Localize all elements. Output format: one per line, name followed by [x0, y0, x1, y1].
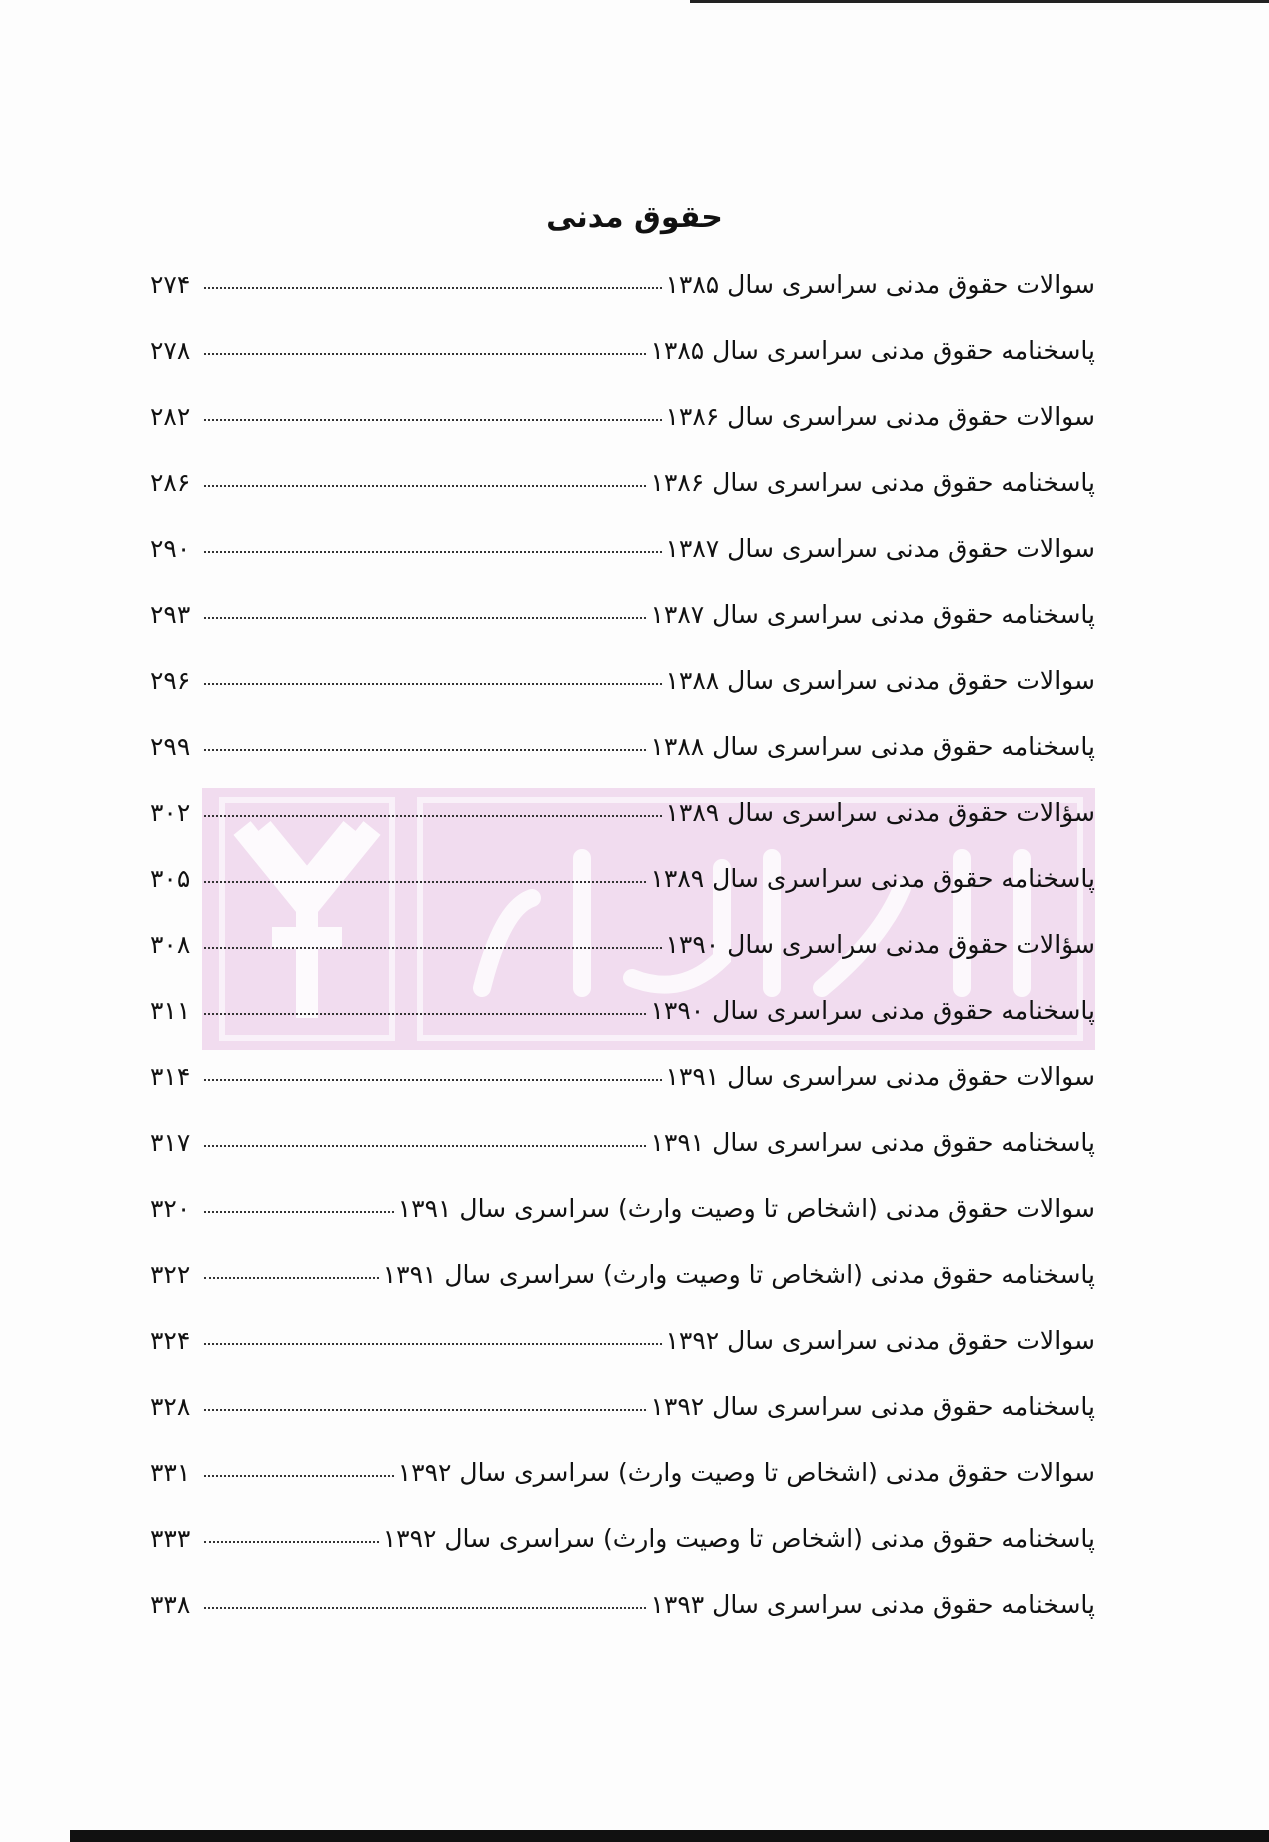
table-of-contents [150, 270, 1095, 1656]
toc-entry-title: پاسخنامه حقوق مدنی سراسری سال ۱۳۹۳ [650, 1590, 1095, 1619]
toc-entry[interactable] [150, 732, 1095, 798]
toc-entry[interactable] [150, 402, 1095, 468]
toc-entry-page-number: ۲۸۶ [150, 468, 191, 497]
dot-leader [204, 1013, 646, 1015]
toc-entry-title: سوالات حقوق مدنی سراسری سال ۱۳۹۲ [665, 1326, 1095, 1355]
dot-leader [204, 881, 646, 883]
toc-entry-page-number: ۳۱۴ [150, 1062, 191, 1091]
toc-entry[interactable] [150, 1128, 1095, 1194]
dot-leader [204, 1475, 394, 1477]
toc-entry-title: پاسخنامه حقوق مدنی سراسری سال ۱۳۸۵ [650, 336, 1095, 365]
page-top-border [690, 0, 1269, 3]
page-title: حقوق مدنی [546, 200, 723, 235]
toc-entry[interactable] [150, 336, 1095, 402]
toc-entry[interactable] [150, 534, 1095, 600]
toc-entry[interactable] [150, 996, 1095, 1062]
toc-entry[interactable] [150, 1194, 1095, 1260]
dot-leader [204, 1277, 379, 1279]
toc-entry[interactable] [150, 1062, 1095, 1128]
toc-entry-title: پاسخنامه حقوق مدنی سراسری سال ۱۳۸۹ [650, 864, 1095, 893]
toc-entry[interactable] [150, 666, 1095, 732]
toc-entry-title: پاسخنامه حقوق مدنی سراسری سال ۱۳۸۶ [650, 468, 1095, 497]
dot-leader [204, 947, 662, 949]
toc-entry-page-number: ۲۸۲ [150, 402, 191, 431]
toc-entry-title: سوالات حقوق مدنی (اشخاص تا وصیت وارث) سراسری سال ۱۳۹۱ [397, 1194, 1095, 1223]
dot-leader [204, 617, 646, 619]
toc-entry[interactable] [150, 270, 1095, 336]
toc-entry-page-number: ۲۹۹ [150, 732, 191, 761]
toc-entry[interactable] [150, 600, 1095, 666]
toc-entry-title: سوالات حقوق مدنی سراسری سال ۱۳۹۱ [665, 1062, 1095, 1091]
toc-entry[interactable] [150, 798, 1095, 864]
toc-entry-title: سوالات حقوق مدنی سراسری سال ۱۳۸۷ [665, 534, 1095, 563]
toc-entry-page-number: ۲۹۶ [150, 666, 191, 695]
toc-entry-page-number: ۳۳۳ [150, 1524, 191, 1553]
toc-entry-page-number: ۳۲۲ [150, 1260, 191, 1289]
dot-leader [204, 551, 662, 553]
dot-leader [204, 815, 662, 817]
dot-leader [204, 1145, 646, 1147]
dot-leader [204, 683, 662, 685]
toc-entry[interactable] [150, 468, 1095, 534]
page-bottom-border [70, 1830, 1269, 1842]
toc-entry-page-number: ۳۱۷ [150, 1128, 191, 1157]
toc-entry-title: پاسخنامه حقوق مدنی سراسری سال ۱۳۹۰ [650, 996, 1095, 1025]
dot-leader [204, 1409, 646, 1411]
toc-entry-page-number: ۳۱۱ [150, 996, 191, 1025]
toc-entry-title: پاسخنامه حقوق مدنی سراسری سال ۱۳۹۱ [650, 1128, 1095, 1157]
dot-leader [204, 419, 662, 421]
dot-leader [204, 287, 662, 289]
toc-entry-page-number: ۳۲۰ [150, 1194, 191, 1223]
toc-entry-title: پاسخنامه حقوق مدنی سراسری سال ۱۳۸۷ [650, 600, 1095, 629]
toc-entry-page-number: ۲۹۳ [150, 600, 191, 629]
toc-entry-page-number: ۲۹۰ [150, 534, 191, 563]
toc-entry-title: سؤالات حقوق مدنی سراسری سال ۱۳۸۹ [665, 798, 1095, 827]
toc-entry[interactable] [150, 864, 1095, 930]
toc-entry[interactable] [150, 1260, 1095, 1326]
toc-entry-page-number: ۲۷۴ [150, 270, 191, 299]
toc-entry-title: پاسخنامه حقوق مدنی سراسری سال ۱۳۸۸ [650, 732, 1095, 761]
toc-entry-title: سؤالات حقوق مدنی سراسری سال ۱۳۹۰ [665, 930, 1095, 959]
toc-entry-title: سوالات حقوق مدنی سراسری سال ۱۳۸۵ [665, 270, 1095, 299]
dot-leader [204, 1607, 646, 1609]
toc-entry-page-number: ۳۳۱ [150, 1458, 191, 1487]
toc-entry[interactable] [150, 1590, 1095, 1656]
toc-entry-page-number: ۳۳۸ [150, 1590, 191, 1619]
dot-leader [204, 353, 646, 355]
toc-entry-page-number: ۲۷۸ [150, 336, 191, 365]
dot-leader [204, 485, 646, 487]
dot-leader [204, 1541, 379, 1543]
toc-entry-title: سوالات حقوق مدنی (اشخاص تا وصیت وارث) سراسری سال ۱۳۹۲ [397, 1458, 1095, 1487]
toc-entry[interactable] [150, 1326, 1095, 1392]
dot-leader [204, 749, 646, 751]
toc-entry-title: سوالات حقوق مدنی سراسری سال ۱۳۸۶ [665, 402, 1095, 431]
dot-leader [204, 1211, 394, 1213]
toc-entry-page-number: ۳۰۵ [150, 864, 191, 893]
toc-entry[interactable] [150, 930, 1095, 996]
toc-entry-page-number: ۳۲۸ [150, 1392, 191, 1421]
toc-entry-page-number: ۳۰۸ [150, 930, 191, 959]
toc-entry[interactable] [150, 1458, 1095, 1524]
toc-entry[interactable] [150, 1392, 1095, 1458]
toc-entry[interactable] [150, 1524, 1095, 1590]
dot-leader [204, 1343, 662, 1345]
toc-entry-title: پاسخنامه حقوق مدنی سراسری سال ۱۳۹۲ [650, 1392, 1095, 1421]
toc-entry-title: پاسخنامه حقوق مدنی (اشخاص تا وصیت وارث) سراسری سال ۱۳۹۲ [382, 1524, 1095, 1553]
toc-entry-title: پاسخنامه حقوق مدنی (اشخاص تا وصیت وارث) سراسری سال ۱۳۹۱ [382, 1260, 1095, 1289]
toc-entry-title: سوالات حقوق مدنی سراسری سال ۱۳۸۸ [665, 666, 1095, 695]
toc-entry-page-number: ۳۰۲ [150, 798, 191, 827]
dot-leader [204, 1079, 662, 1081]
toc-entry-page-number: ۳۲۴ [150, 1326, 191, 1355]
